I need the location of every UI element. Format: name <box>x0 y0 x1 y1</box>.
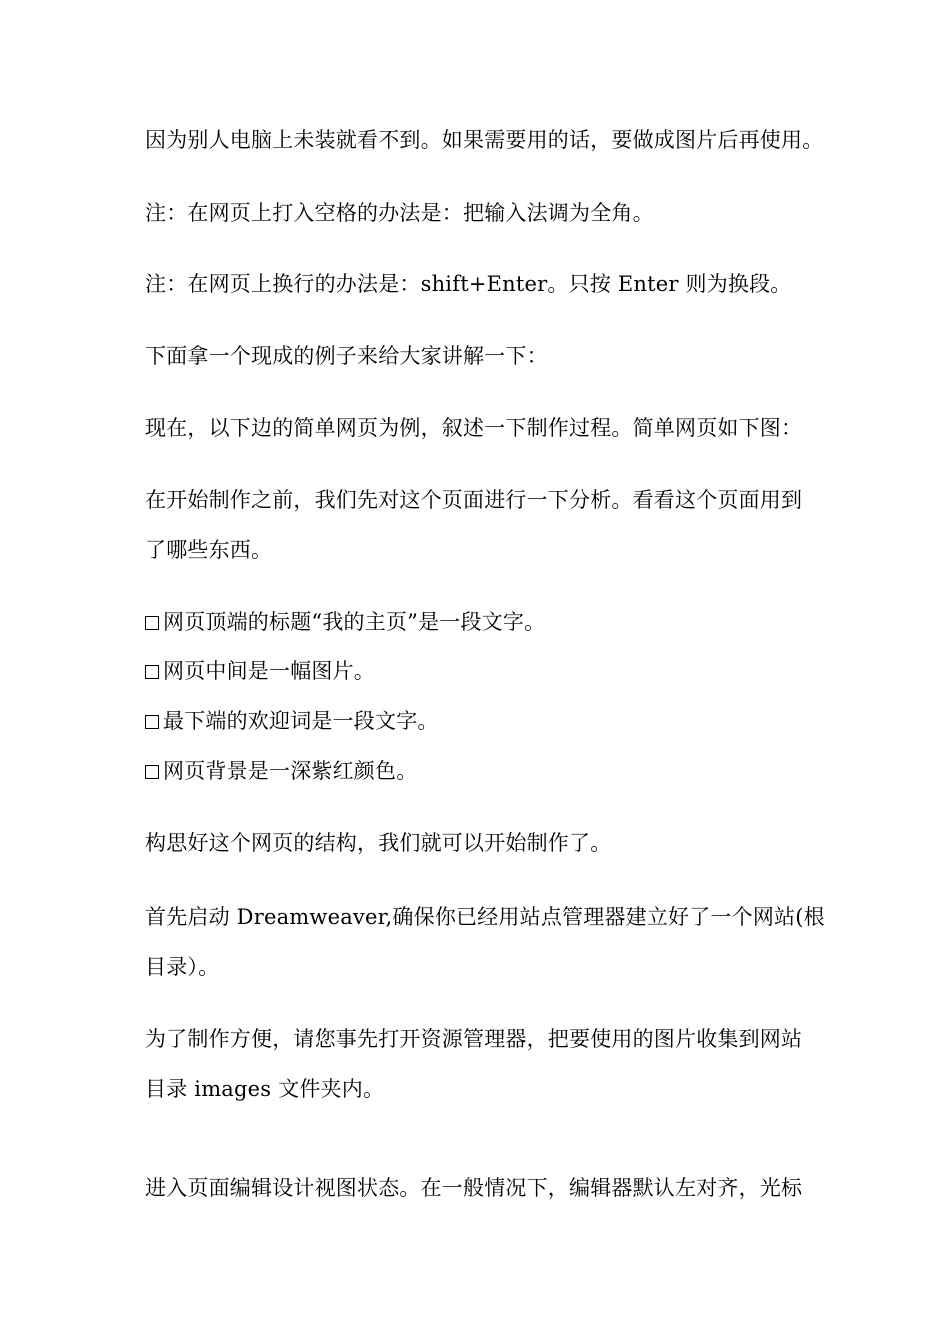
paragraph: 下面拿一个现成的例子来给大家讲解一下： <box>145 344 548 368</box>
paragraph-continuation: 了哪些东西。 <box>145 538 273 562</box>
checkbox-bullet-icon <box>145 665 159 679</box>
paragraph-continuation: 目录）。 <box>145 955 220 979</box>
paragraph-continuation: 目录 images 文件夹内。 <box>145 1077 385 1101</box>
list-item-text: 网页顶端的标题“我的主页”是一段文字。 <box>163 610 546 634</box>
list-item <box>145 656 825 686</box>
list-item <box>145 756 825 786</box>
paragraph: 注：在网页上换行的办法是：shift+Enter。只按 Enter 则为换段。 <box>145 272 792 296</box>
paragraph: 为了制作方便，请您事先打开资源管理器，把要使用的图片收集到网站 <box>145 1027 803 1051</box>
list-item <box>145 607 825 637</box>
list-item-text: 网页背景是一深紫红颜色。 <box>163 759 418 783</box>
paragraph: 因为别人电脑上未装就看不到。如果需要用的话，要做成图片后再使用。 <box>145 128 824 152</box>
paragraph: 注：在网页上打入空格的办法是：把输入法调为全角。 <box>145 201 654 225</box>
paragraph: 构思好这个网页的结构，我们就可以开始制作了。 <box>145 831 612 855</box>
checkbox-bullet-icon <box>145 765 159 779</box>
paragraph: 现在，以下边的简单网页为例，叙述一下制作过程。简单网页如下图： <box>145 416 803 440</box>
list-item <box>145 706 825 736</box>
checkbox-bullet-icon <box>145 616 159 630</box>
paragraph: 首先启动 Dreamweaver,确保你已经用站点管理器建立好了一个网站(根 <box>145 905 825 929</box>
paragraph: 在开始制作之前，我们先对这个页面进行一下分析。看看这个页面用到 <box>145 488 803 512</box>
checkbox-bullet-icon <box>145 715 159 729</box>
paragraph: 进入页面编辑设计视图状态。在一般情况下，编辑器默认左对齐，光标 <box>145 1176 803 1200</box>
list-item-text: 最下端的欢迎词是一段文字。 <box>163 709 439 733</box>
list-item-text: 网页中间是一幅图片。 <box>163 659 375 683</box>
